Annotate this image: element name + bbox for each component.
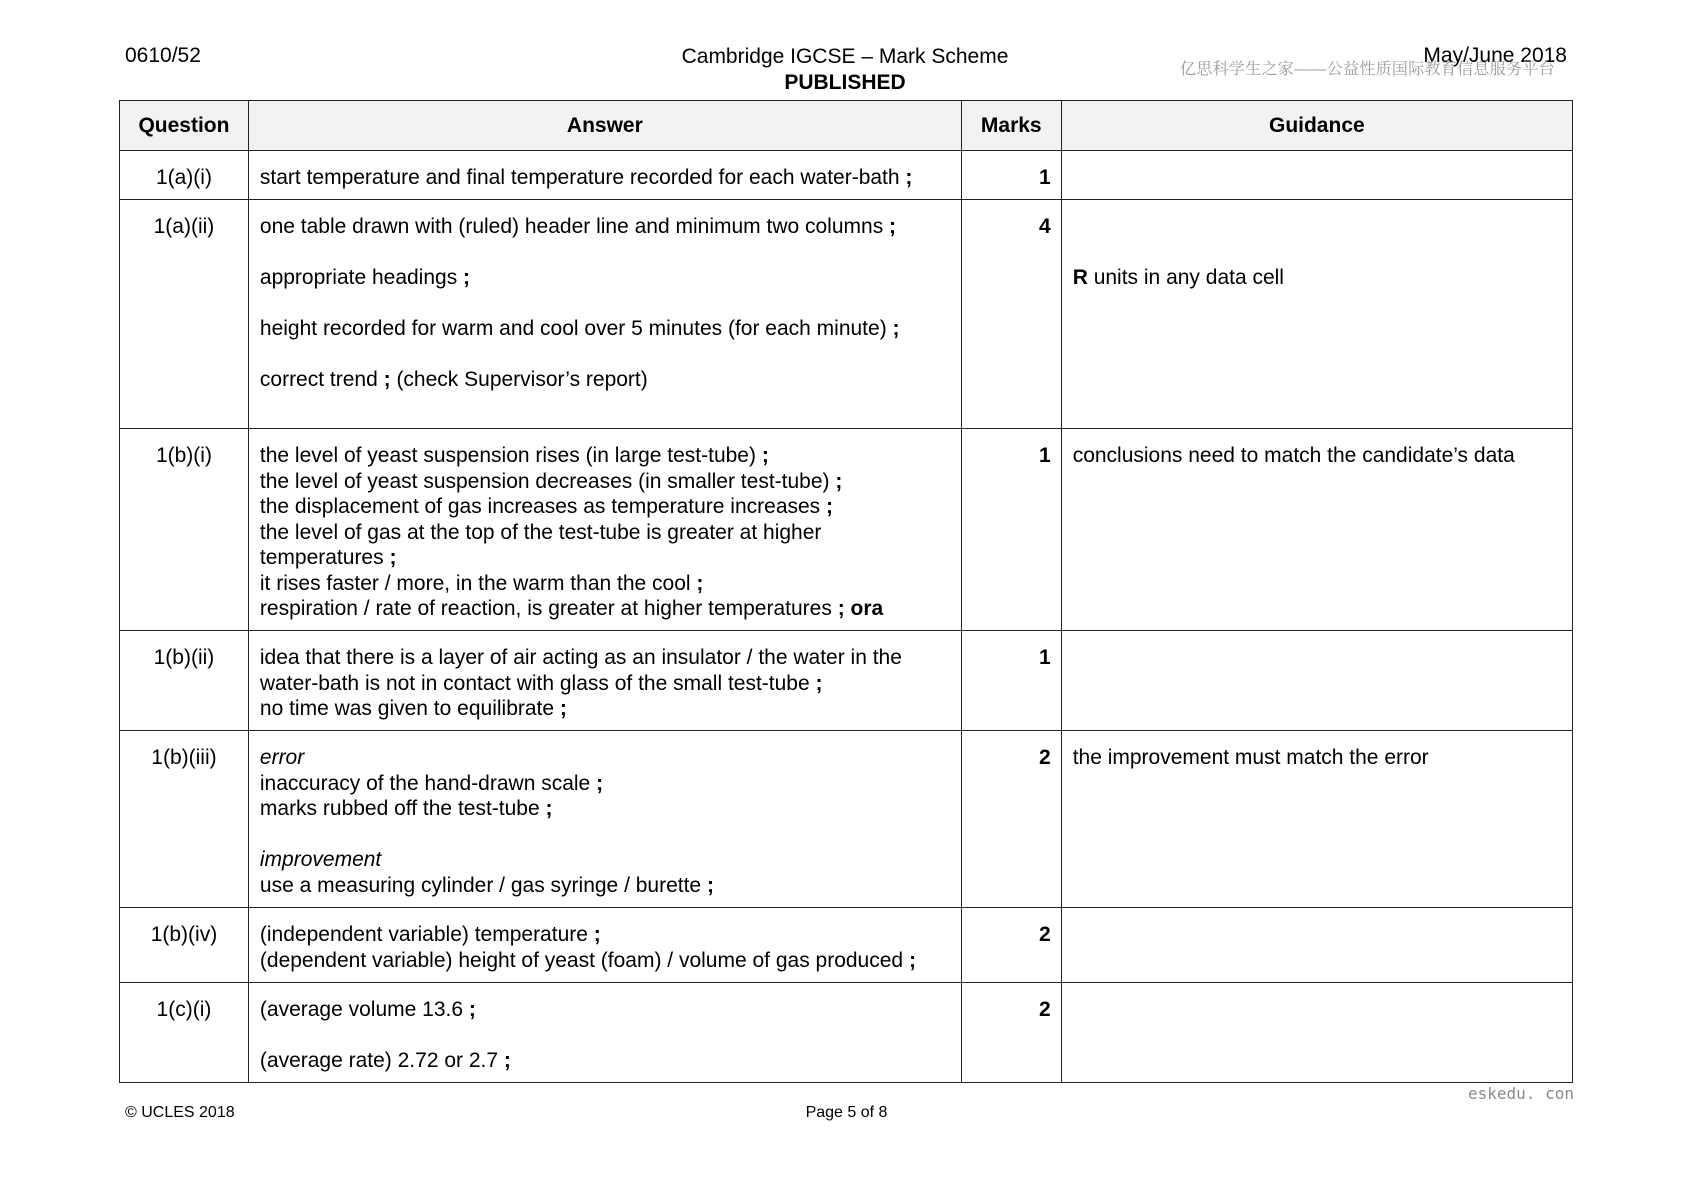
answer-cell [248, 908, 961, 983]
answer-line: (average volume 13.6 [259, 998, 469, 1021]
marks-cell: 2 [961, 908, 1061, 983]
mark-point: ; [696, 571, 704, 595]
answer-subheading-error: error [259, 746, 305, 769]
watermark-text: 亿思科学生之家——公益性质国际教育信息服务平台 [1180, 61, 1555, 78]
answer-line: one table drawn with (ruled) header line and minimum two columns [259, 215, 890, 238]
answer-line: appropriate headings [259, 266, 464, 289]
answer-line: use a measuring cylinder / gas syringe / burette [259, 873, 707, 897]
guidance-cell [1061, 631, 1572, 731]
page-number: Page 5 of 8 [805, 1104, 888, 1121]
question-number: 1(b)(iii) [120, 731, 249, 908]
answer-line: (average rate) 2.72 or 2.7 [259, 1049, 504, 1072]
mark-point: ; [761, 444, 769, 467]
answer-cell [248, 200, 961, 429]
guidance-cell: the improvement must match the error [1061, 731, 1572, 908]
guidance-cell [1061, 983, 1572, 1083]
answer-line: water-bath is not in contact with glass of the small test-tube [259, 671, 816, 695]
mark-point: ; [905, 166, 913, 189]
answer-line: it rises faster / more, in the warm than the cool [259, 571, 697, 595]
exam-session: May/June 2018 [1423, 44, 1567, 67]
guidance-text: units in any data cell [1087, 266, 1284, 289]
mark-point: ; [835, 469, 843, 493]
mark-point: ; [463, 266, 471, 289]
paper-code: 0610/52 [125, 44, 201, 67]
mark-point: ; [468, 998, 476, 1021]
marks-cell: 2 [961, 731, 1061, 908]
guidance-cell [1061, 151, 1572, 200]
answer-subheading-improvement: improvement [259, 848, 382, 871]
mark-point: ; [706, 873, 714, 897]
answer-cell [248, 429, 961, 631]
site-watermark: eskedu. con [1468, 1084, 1574, 1103]
header-answer: Answer [248, 101, 961, 151]
question-number: 1(b)(iv) [120, 908, 249, 983]
answer-line: temperatures [259, 546, 390, 569]
answer-cell [248, 731, 961, 908]
guidance-cell [1061, 908, 1572, 983]
mark-point: ; [815, 671, 823, 695]
mark-point: ; [503, 1049, 511, 1072]
table-row [120, 200, 1573, 429]
mark-point: ; [383, 368, 391, 391]
mark-point: ; [908, 948, 916, 972]
answer-line: (dependent variable) height of yeast (foam) / volume of gas produced [259, 948, 909, 972]
header-marks: Marks [961, 101, 1061, 151]
answer-line: the displacement of gas increases as temperature increases [259, 495, 827, 518]
marks-cell: 2 [961, 983, 1061, 1083]
answer-cell [248, 151, 961, 200]
table-header-row [120, 101, 1573, 151]
answer-line: the level of gas at the top of the test-tube is greater at higher [259, 520, 822, 544]
question-number: 1(c)(i) [120, 983, 249, 1083]
header-question: Question [120, 101, 249, 151]
mark-point: ; ora [837, 597, 884, 620]
marks-cell: 1 [961, 631, 1061, 731]
mark-scheme-table [119, 100, 1573, 1083]
table-row [120, 983, 1573, 1083]
mark-point: ; [593, 923, 601, 946]
answer-line: inaccuracy of the hand-drawn scale [259, 771, 597, 795]
reject-marker: R [1072, 266, 1088, 289]
table-row [120, 631, 1573, 731]
mark-point: ; [826, 495, 834, 518]
table-row [120, 908, 1573, 983]
mark-point: ; [559, 697, 567, 720]
mark-point: ; [389, 546, 397, 569]
marks-cell: 1 [961, 429, 1061, 631]
answer-line: height recorded for warm and cool over 5 minutes (for each minute) [259, 317, 893, 340]
mark-point: ; [545, 797, 553, 820]
question-number: 1(b)(i) [120, 429, 249, 631]
answer-line: start temperature and final temperature recorded for each water-bath [259, 166, 906, 189]
answer-line: the level of yeast suspension decreases (in smaller test-tube) [259, 469, 836, 493]
answer-line: respiration / rate of reaction, is greater at higher temperatures [259, 597, 838, 620]
answer-line: no time was given to equilibrate [259, 697, 560, 720]
table-row [120, 429, 1573, 631]
answer-line: marks rubbed off the test-tube [259, 797, 546, 820]
answer-line: (independent variable) temperature [259, 923, 594, 946]
question-number: 1(a)(i) [120, 151, 249, 200]
table-row [120, 151, 1573, 200]
answer-line: the level of yeast suspension rises (in large test-tube) [259, 444, 762, 467]
guidance-cell: conclusions need to match the candidate’s data [1061, 429, 1572, 631]
answer-line-tail: (check Supervisor’s report) [390, 368, 648, 391]
marks-cell: 4 [961, 200, 1061, 429]
mark-point: ; [892, 317, 900, 340]
answer-line: correct trend [259, 368, 384, 391]
published-label: PUBLISHED [784, 71, 906, 94]
mark-point: ; [889, 215, 897, 238]
question-number: 1(b)(ii) [120, 631, 249, 731]
copyright-notice: © UCLES 2018 [125, 1104, 235, 1121]
question-number: 1(a)(ii) [120, 200, 249, 429]
mark-point: ; [596, 771, 604, 795]
table-row [120, 731, 1573, 908]
answer-cell [248, 983, 961, 1083]
answer-line: idea that there is a layer of air acting as an insulator / the water in the [259, 646, 902, 669]
guidance-cell [1061, 200, 1572, 429]
marks-cell: 1 [961, 151, 1061, 200]
mark-scheme-title: Cambridge IGCSE – Mark Scheme [681, 45, 1009, 68]
answer-cell [248, 631, 961, 731]
header-guidance: Guidance [1061, 101, 1572, 151]
